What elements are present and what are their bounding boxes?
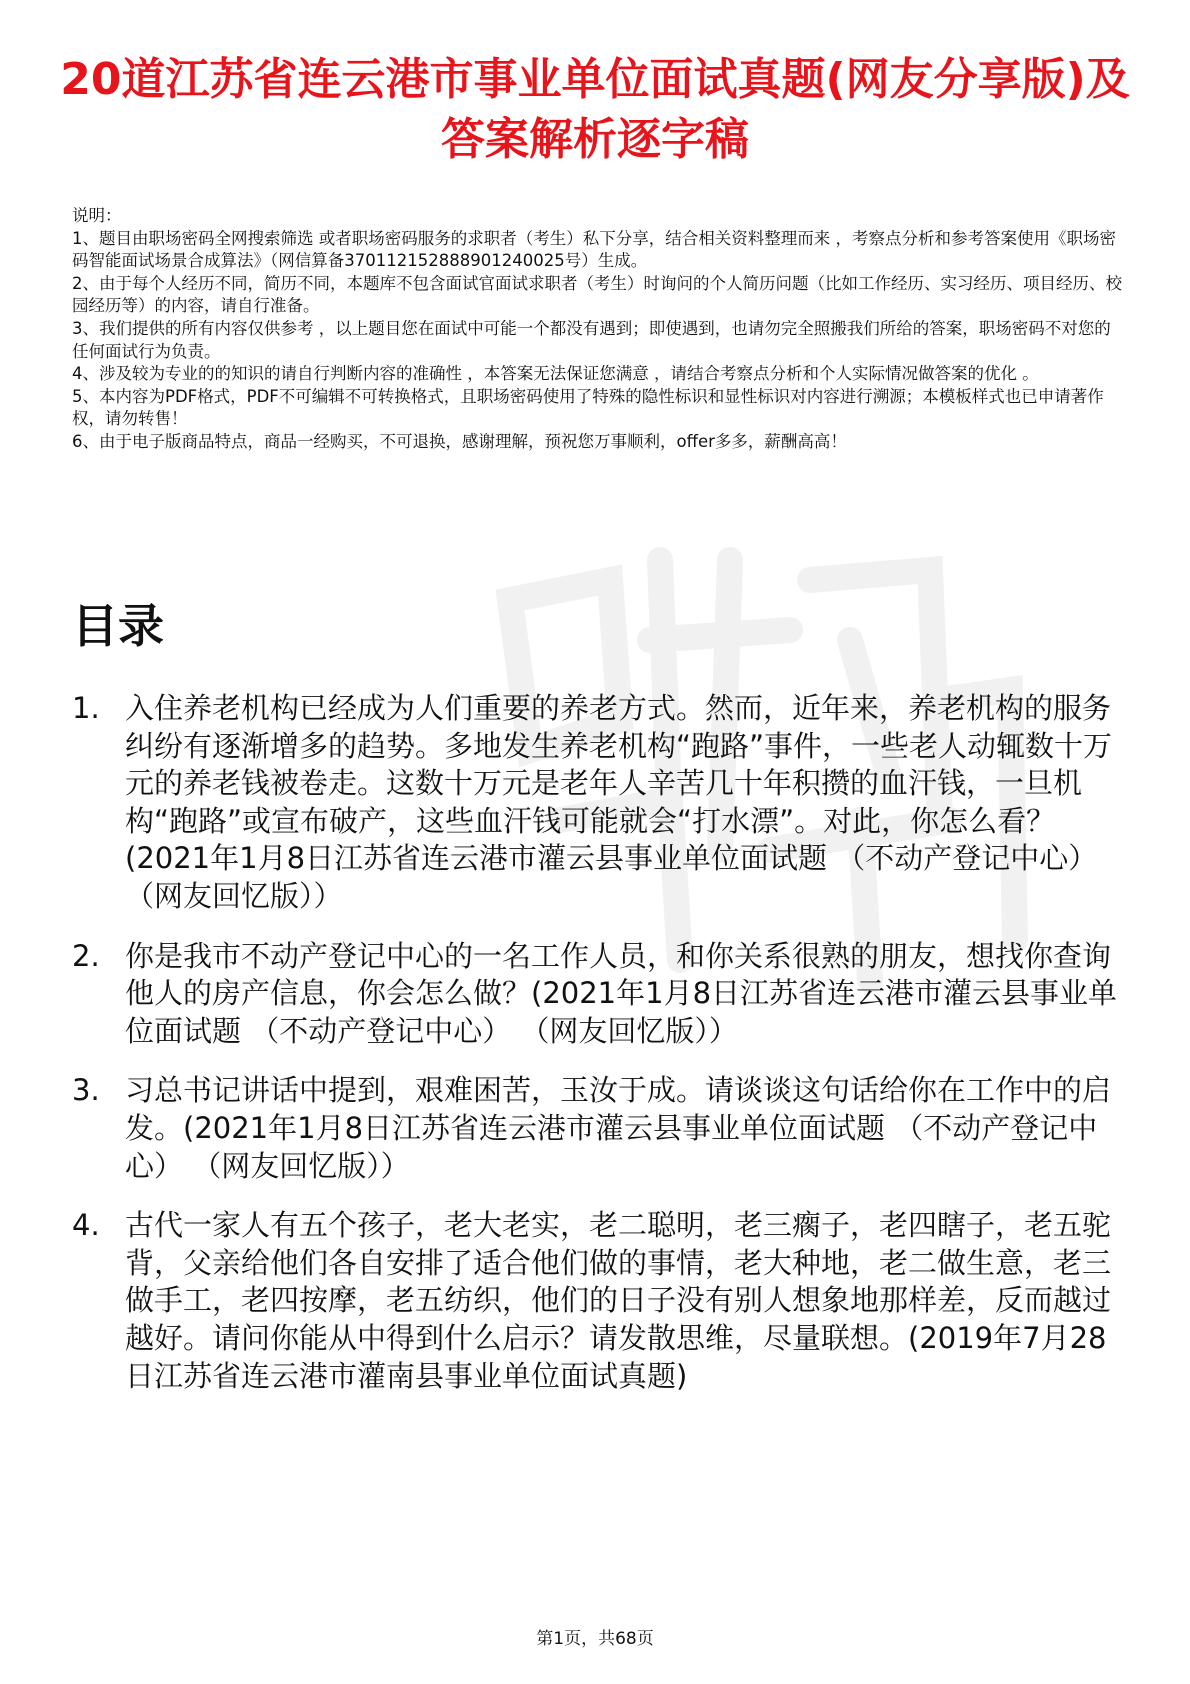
instruction-item: 6、由于电子版商品特点，商品一经购买，不可退换，感谢理解，预祝您万事顺利，offer多多，薪酬高高！ <box>72 431 847 451</box>
instruction-item: 3、我们提供的所有内容仅供参考 ，以上题目您在面试中可能一个都没有遇到；即使遇到，也请勿完全照搬我们所给的答案，职场密码不对您的任何面试行为负责。 <box>72 318 1111 361</box>
question-text: 习总书记讲话中提到，艰难困苦，玉汝于成。请谈谈这句话给你在工作中的启发。(2021年1月8日江苏省连云港市灌云县事业单位面试题 （不动产登记中心） （网友回忆版）） <box>125 1073 1112 1183</box>
question-number: 3. <box>72 1073 100 1108</box>
question-list <box>72 690 1122 1417</box>
instructions-block <box>72 205 1122 454</box>
question-number: 4. <box>72 1208 100 1243</box>
page-footer: 第1页，共68页 <box>536 1629 654 1649</box>
instructions-heading: 说明： <box>72 206 122 225</box>
document-title: 20道江苏省连云港市事业单位面试真题(网友分享版)及答案解析逐字稿 <box>60 54 1130 165</box>
instruction-item: 5、本内容为PDF格式，PDF不可编辑不可转换格式，且职场密码使用了特殊的隐性标识和显性标识对内容进行溯源；本模板样式也已申请著作权，请勿转售！ <box>72 386 1104 429</box>
instruction-item: 2、由于每个人经历不同，简历不同，本题库不包含面试官面试求职者（考生）时询问的个人简历问题（比如工作经历、实习经历、项目经历、校园经历等）的内容，请自行准备。 <box>72 273 1122 316</box>
question-item <box>72 690 1122 916</box>
question-number: 1. <box>72 691 100 725</box>
question-item <box>72 1207 1122 1395</box>
instruction-item: 4、涉及较为专业的的知识的请自行判断内容的准确性 ，本答案无法保证您满意 ，请结合考察点分析和个人实际情况做答案的优化 。 <box>72 364 1039 384</box>
question-text: 古代一家人有五个孩子，老大老实，老二聪明，老三瘸子，老四瞎子，老五驼背，父亲给他们各自安排了适合他们做的事情，老大种地，老二做生意，老三做手工，老四按摩，老五纺织，他们的日子没有别人想象地那样差，反而越过越好。请问你能从中得到什么启示？请发散思维，尽量联想。(2019年7月28日江苏省连云港市灌南县事业单位面试真题) <box>125 1208 1112 1393</box>
question-number: 2. <box>72 938 100 973</box>
instruction-item: 1、题目由职场密码全网搜索筛选 或者职场密码服务的求职者（考生）私下分享，结合相关资料整理而来 ，考察点分析和参考答案使用《职场密码智能面试场景合成算法》（网信算备370112152888901240025号）生成。 <box>72 228 1116 271</box>
question-text: 你是我市不动产登记中心的一名工作人员，和你关系很熟的朋友，想找你查询他人的房产信息，你会怎么做？(2021年1月8日江苏省连云港市灌云县事业单位面试题 （不动产登记中心） （网友回忆版）） <box>125 938 1118 1048</box>
toc-heading: 目录 <box>72 599 164 653</box>
question-item <box>72 1072 1122 1185</box>
question-text: 入住养老机构已经成为人们重要的养老方式。然而，近年来，养老机构的服务纠纷有逐渐增多的趋势。多地发生养老机构“跑路”事件，一些老人动辄数十万元的养老钱被卷走。这数十万元是老年人辛苦几十年积攒的血汗钱，一旦机构“跑路”或宣布破产，这些血汗钱可能就会“打水漂”。对此，你怎么看？(2021年1月8日江苏省连云港市灌云县事业单位面试题 （不动产登记中心） （网友回忆版）） <box>125 691 1113 913</box>
question-item <box>72 938 1122 1051</box>
